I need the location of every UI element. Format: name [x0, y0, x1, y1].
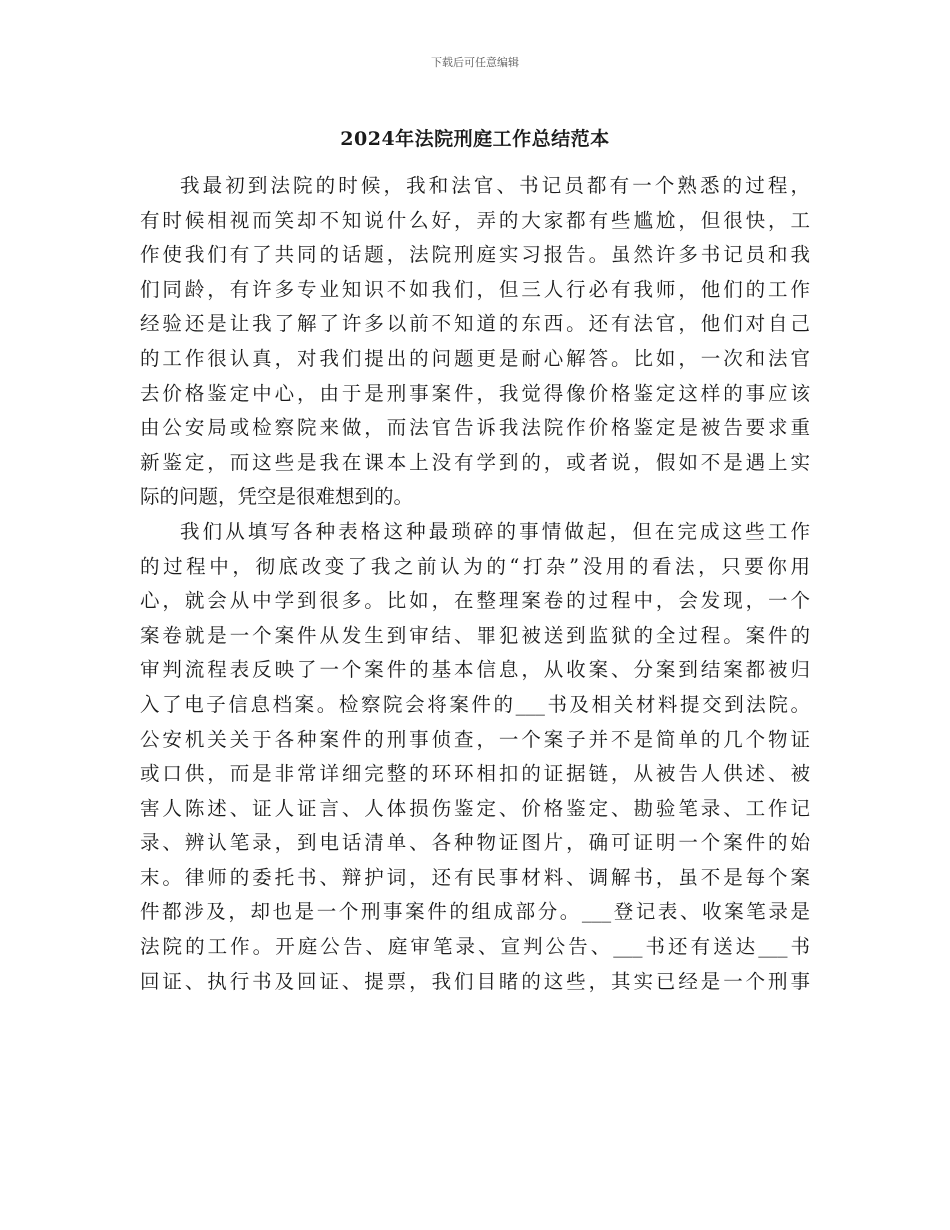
text-line: 我最初到法院的时候，我和法官、书记员都有一个熟悉的过程，: [180, 174, 810, 197]
text-line: 法院的工作。开庭公告、庭审笔录、宣判公告、___书还有送达___书: [140, 935, 810, 959]
text-line: 经验还是让我了解了许多以前不知道的东西。还有法官，他们对自己: [140, 312, 810, 336]
text-line: 我们从填写各种表格这种最琐碎的事情做起，但在完成这些工作: [180, 519, 810, 543]
document-title: 2024年法院刑庭工作总结范本: [340, 128, 610, 150]
header-note: 下载后可任意编辑: [431, 56, 519, 69]
text-line: 案卷就是一个案件从发生到审结、罪犯被送到监狱的全过程。案件的: [140, 623, 810, 647]
text-line: 害人陈述、证人证言、人体损伤鉴定、价格鉴定、勘验笔录、工作记: [140, 796, 810, 820]
text-line: 公安机关关于各种案件的刑事侦查，一个案子并不是简单的几个物证: [140, 727, 810, 751]
text-line: 有时候相视而笑却不知说什么好，弄的大家都有些尴尬，但很快，工: [140, 208, 810, 232]
text-line: 末。律师的委托书、辩护词，还有民事材料、调解书，虽不是每个案: [140, 865, 810, 889]
text-line: 的过程中，彻底改变了我之前认为的“打杂”没用的看法，只要你用: [140, 554, 810, 578]
paragraph: [140, 515, 810, 999]
text-line: 作使我们有了共同的话题，法院刑庭实习报告。虽然许多书记员和我: [140, 243, 810, 267]
text-line: 际的问题，凭空是很难想到的。: [140, 485, 414, 509]
text-line: 回证、执行书及回证、提票，我们目睹的这些，其实已经是一个刑事: [140, 969, 810, 993]
paragraph: [140, 169, 810, 515]
text-line: 新鉴定，而这些是我在课本上没有学到的，或者说，假如不是遇上实: [140, 450, 810, 474]
text-line: 心，就会从中学到很多。比如，在整理案卷的过程中，会发现，一个: [140, 589, 810, 613]
document-body: [140, 169, 810, 999]
text-line: 录、辨认笔录，到电话清单、各种物证图片，确可证明一个案件的始: [140, 831, 810, 855]
text-line: 件都涉及，却也是一个刑事案件的组成部分。___登记表、收案笔录是: [140, 900, 810, 924]
text-line: 由公安局或检察院来做，而法官告诉我法院作价格鉴定是被告要求重: [140, 416, 810, 440]
text-line: 或口供，而是非常详细完整的环环相扣的证据链，从被告人供述、被: [140, 762, 810, 786]
text-line: 去价格鉴定中心，由于是刑事案件，我觉得像价格鉴定这样的事应该: [140, 381, 810, 405]
text-line: 入了电子信息档案。检察院会将案件的___书及相关材料提交到法院。: [140, 692, 810, 716]
text-line: 的工作很认真，对我们提出的问题更是耐心解答。比如，一次和法官: [140, 346, 810, 370]
text-line: 审判流程表反映了一个案件的基本信息，从收案、分案到结案都被归: [140, 658, 810, 682]
text-line: 们同龄，有许多专业知识不如我们，但三人行必有我师，他们的工作: [140, 277, 810, 301]
